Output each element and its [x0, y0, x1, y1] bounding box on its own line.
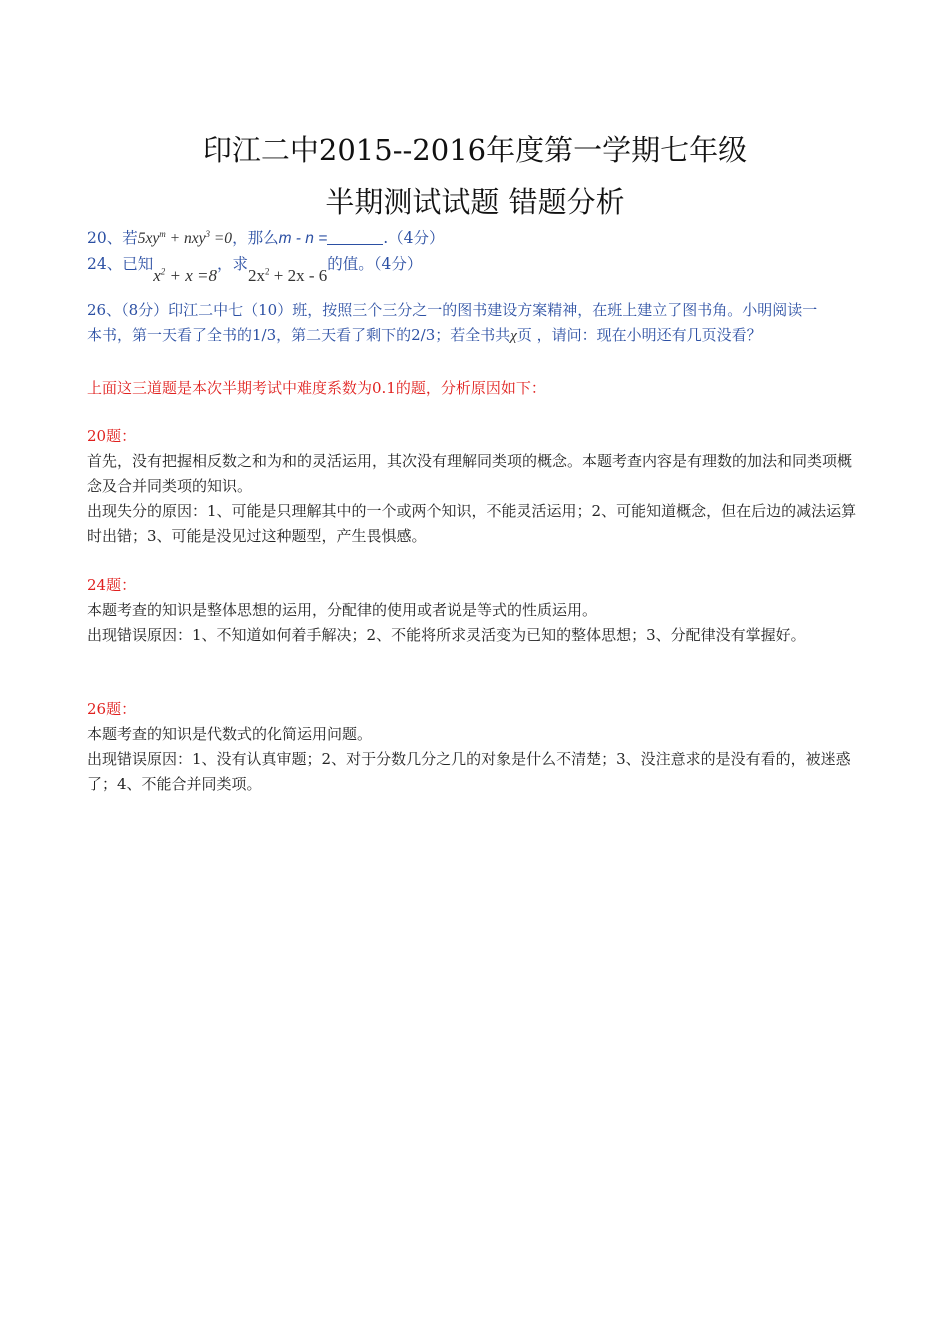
q20-formula: $5xy^m + nxy^3 =0$	[137, 228, 233, 247]
analysis-24-heading: 24题：	[87, 576, 137, 594]
question-20	[87, 226, 445, 248]
q24-middle: ，求	[217, 255, 249, 273]
analysis-26-paragraph1: 本题考查的知识是代数式的化简运用问题。	[87, 725, 373, 743]
analysis-26	[87, 697, 865, 797]
q24-target-formula: $2x^2 + 2x - 6$	[248, 266, 328, 285]
q20-suffix: .（4分）	[383, 229, 445, 247]
question-24	[87, 252, 423, 285]
analysis-20-paragraph1: 首先，没有把握相反数之和为和的灵活运用，其次没有理解同类项的概念。本题考查内容是有理数的加法和同类项概念及合并同类项的知识。	[87, 452, 853, 495]
analysis-20	[87, 424, 865, 549]
analysis-26-heading: 26题：	[87, 700, 137, 718]
q24-prefix: 24、已知	[87, 255, 154, 273]
q26-line1: 26、（8分）印江二中七（10）班，按照三个三分之一的图书建设方案精神，在班上建立了图书角。小明阅读一	[87, 301, 818, 319]
q20-middle: ，那么	[232, 229, 279, 247]
question-26	[87, 298, 865, 349]
q24-suffix: 的值。（4分）	[327, 255, 423, 273]
q26-line2: 本书，第一天看了全书的1/3，第二天看了剩下的2/3；若全书共χ页 ，请问：现在小明还有几页没看？	[87, 326, 762, 344]
document-title-line2: 半期测试试题 错题分析	[325, 185, 625, 219]
analysis-20-paragraph2: 出现失分的原因：1、可能是只理解其中的一个或两个知识，不能灵活运用；2、可能知道概念，但在后边的减法运算时出错；3、可能是没见过这种题型，产生畏惧感。	[87, 502, 857, 545]
analysis-26-paragraph2: 出现错误原因：1、没有认真审题；2、对于分数几分之几的对象是什么不清楚；3、没注意求的是没有看的，被迷惑了；4、不能合并同类项。	[87, 750, 851, 793]
q24-given-formula: $x^2 + x =8$	[153, 266, 218, 285]
summary-statement: 上面这三道题是本次半期考试中难度系数为0.1的题，分析原因如下：	[87, 379, 546, 397]
q20-answer-blank	[327, 230, 383, 245]
q20-prefix: 20、若	[87, 229, 138, 247]
analysis-20-heading: 20题：	[87, 427, 137, 445]
q20-expr2: m - n =	[278, 230, 328, 247]
q26-variable: χ	[510, 328, 517, 344]
analysis-24	[87, 573, 865, 648]
analysis-24-paragraph1: 本题考查的知识是整体思想的运用，分配律的使用或者说是等式的性质运用。	[87, 601, 598, 619]
document-title-line1: 印江二中2015--2016年度第一学期七年级	[202, 133, 748, 167]
analysis-24-paragraph2: 出现错误原因：1、不知道如何着手解决；2、不能将所求灵活变为已知的整体思想；3、分配律没有掌握好。	[87, 626, 806, 644]
